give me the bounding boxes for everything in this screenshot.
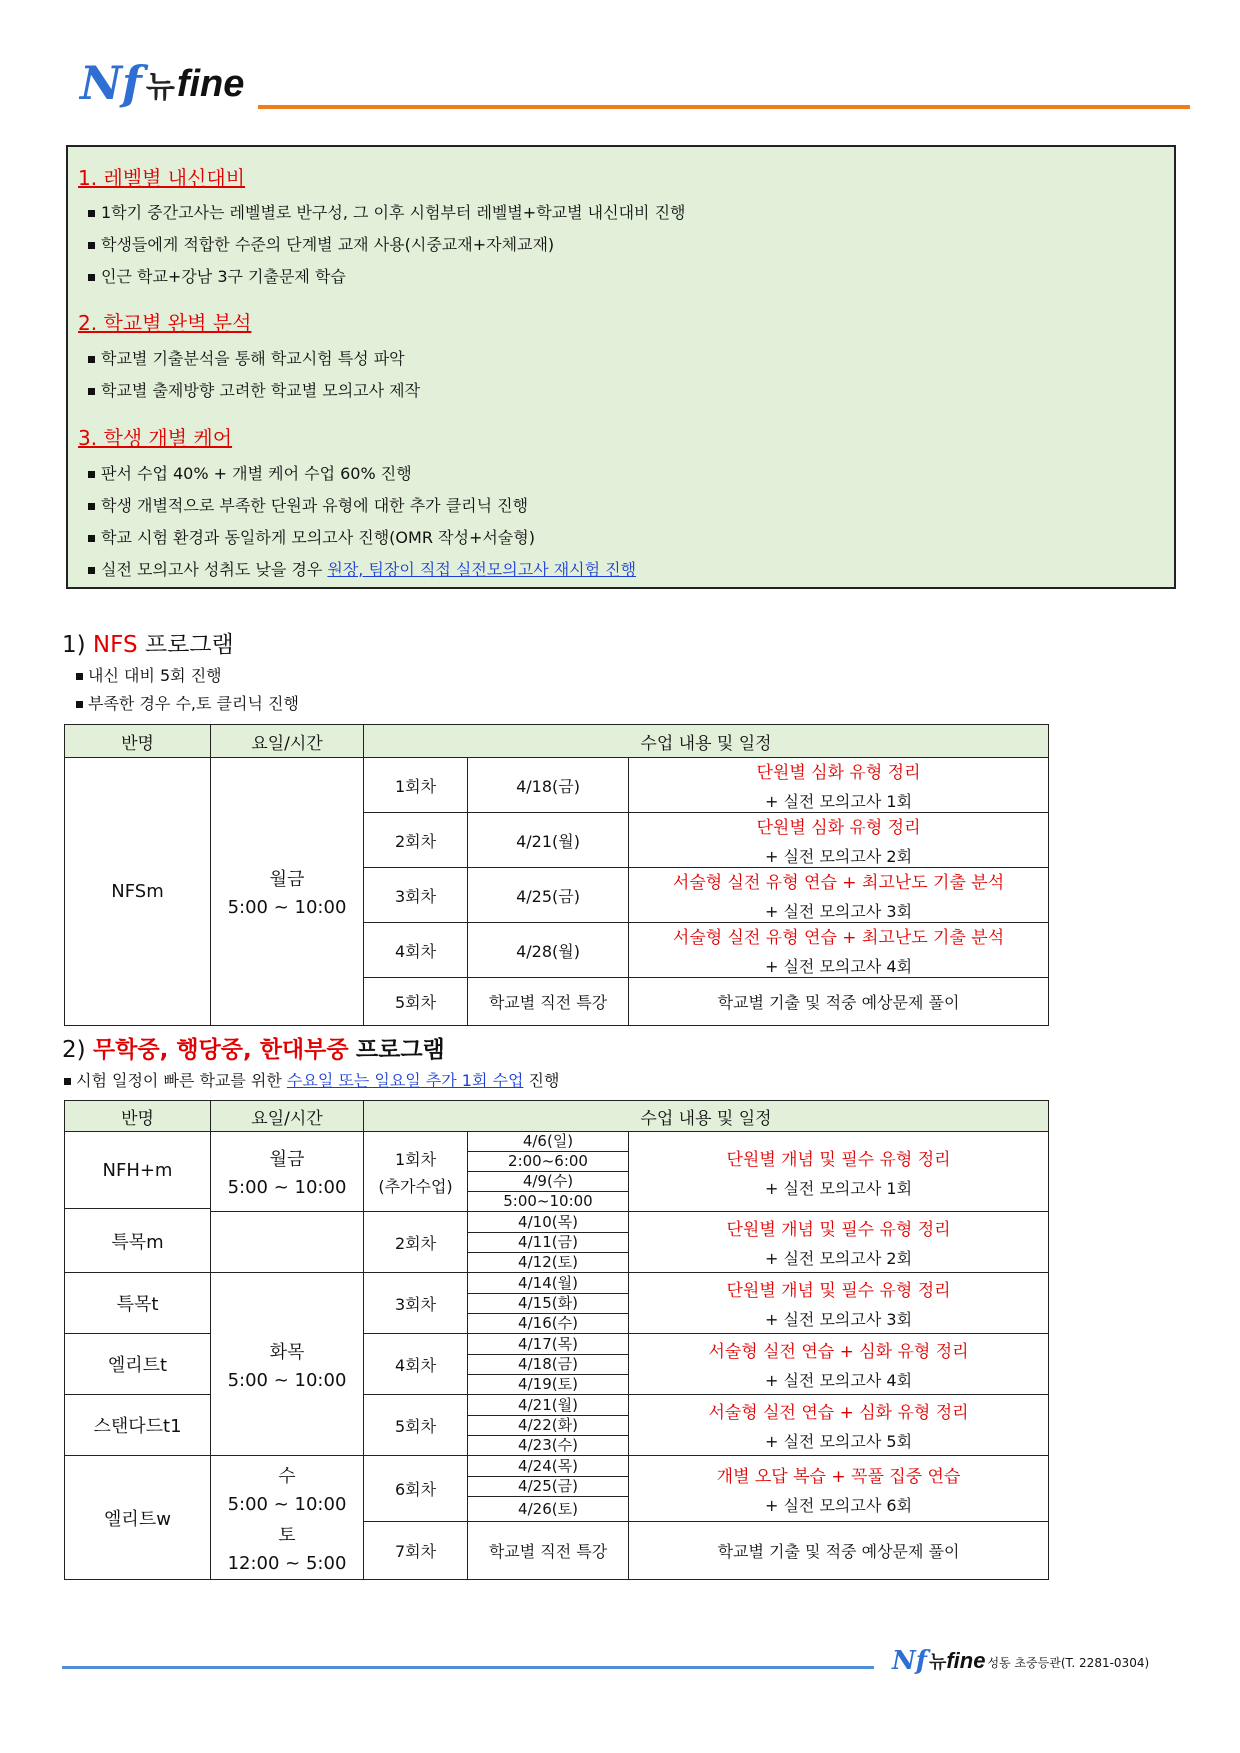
class-name: 특목t	[65, 1273, 211, 1334]
date: 4/25(금)	[468, 868, 629, 923]
class-name: 엘리트w	[65, 1456, 211, 1580]
content: 서술형 실전 연습 + 심화 유형 정리 + 실전 모의고사 4회	[629, 1334, 1049, 1395]
round: 1회차	[364, 758, 468, 813]
date: 학교별 직전 특강	[468, 978, 629, 1026]
extra-class-link[interactable]: 수요일 또는 일요일 추가 1회 수업	[286, 1071, 524, 1090]
program1-title: 1) NFS 프로그램	[62, 632, 234, 658]
date: 학교별 직전 특강	[468, 1522, 629, 1580]
class-schedule: 수 5:00 ~ 10:00 토 12:00 ~ 5:00	[211, 1456, 364, 1580]
date-list: 4/24(목) 4/25(금) 4/26(토)	[468, 1456, 629, 1522]
content: 단원별 개념 및 필수 유형 정리 + 실전 모의고사 2회	[629, 1212, 1049, 1273]
content: 서술형 실전 연습 + 심화 유형 정리 + 실전 모의고사 5회	[629, 1395, 1049, 1456]
list-item: 학생 개별적으로 부족한 단원과 유형에 대한 추가 클리닉 진행	[88, 493, 528, 516]
content: 서술형 실전 유형 연습 + 최고난도 기출 분석 + 실전 모의고사 4회	[629, 923, 1049, 978]
class-schedule: 월금 5:00 ~ 10:00	[211, 1132, 364, 1212]
content: 학교별 기출 및 적중 예상문제 풀이	[629, 978, 1049, 1026]
date: 4/28(월)	[468, 923, 629, 978]
program2-title: 2) 무학중, 행당중, 한대부중 프로그램	[62, 1037, 445, 1063]
list-item: 내신 대비 5회 진행	[76, 663, 222, 686]
list-item: 시험 일정이 빠른 학교를 위한 수요일 또는 일요일 추가 1회 수업 진행	[64, 1068, 559, 1091]
content: 서술형 실전 유형 연습 + 최고난도 기출 분석 + 실전 모의고사 3회	[629, 868, 1049, 923]
date: 4/18(금)	[468, 758, 629, 813]
list-item: 학교 시험 환경과 동일하게 모의고사 진행(OMR 작성+서술형)	[88, 525, 535, 548]
list-item: 인근 학교+강남 3구 기출문제 학습	[88, 264, 346, 287]
round: 2회차	[364, 813, 468, 868]
program1-table	[64, 724, 1049, 1026]
list-item: 학교별 출제방향 고려한 학교별 모의고사 제작	[88, 378, 420, 401]
round: 3회차	[364, 1273, 468, 1334]
date-list: 4/17(목) 4/18(금) 4/19(토)	[468, 1334, 629, 1395]
content: 단원별 심화 유형 정리 + 실전 모의고사 2회	[629, 813, 1049, 868]
header-content: 수업 내용 및 일정	[364, 725, 1049, 758]
class-name: 특목m	[65, 1209, 211, 1273]
class-schedule-cont	[211, 1212, 364, 1273]
class-name: 엘리트t	[65, 1334, 211, 1395]
header-time: 요일/시간	[211, 1101, 364, 1132]
logo-fine: fine	[946, 1648, 986, 1673]
header-divider	[258, 105, 1190, 109]
content: 단원별 개념 및 필수 유형 정리 + 실전 모의고사 3회	[629, 1273, 1049, 1334]
date-list: 4/6(일) 2:00~6:00 4/9(수) 5:00~10:00	[468, 1132, 629, 1212]
round: 6회차	[364, 1456, 468, 1522]
round: 3회차	[364, 868, 468, 923]
date-list: 4/14(월) 4/15(화) 4/16(수)	[468, 1273, 629, 1334]
summary-box	[66, 145, 1176, 589]
round: 4회차	[364, 923, 468, 978]
logo-nf: Nf	[80, 56, 142, 110]
content: 단원별 개념 및 필수 유형 정리 + 실전 모의고사 1회	[629, 1132, 1049, 1212]
content: 단원별 심화 유형 정리 + 실전 모의고사 1회	[629, 758, 1049, 813]
program2-table	[64, 1100, 1049, 1580]
list-item: 실전 모의고사 성취도 낮을 경우 원장, 팀장이 직접 실전모의고사 재시험 진행	[88, 557, 636, 580]
round: 1회차 (추가수업)	[364, 1132, 468, 1212]
date-list: 4/21(월) 4/22(화) 4/23(수)	[468, 1395, 629, 1456]
class-schedule: 월금 5:00 ~ 10:00	[211, 758, 364, 1026]
logo-fine: fine	[176, 63, 245, 106]
retest-link[interactable]: 원장, 팀장이 직접 실전모의고사 재시험 진행	[327, 560, 637, 579]
program1-name: NFS	[92, 632, 138, 658]
list-item: 판서 수업 40% + 개별 케어 수업 60% 진행	[88, 461, 412, 484]
date: 4/21(월)	[468, 813, 629, 868]
footer-divider	[62, 1666, 874, 1669]
date-list: 4/10(목) 4/11(금) 4/12(토)	[468, 1212, 629, 1273]
logo-ko: 뉴	[928, 1652, 947, 1673]
header-class: 반명	[65, 725, 211, 758]
round: 5회차	[364, 978, 468, 1026]
list-item: 부족한 경우 수,토 클리닉 진행	[76, 691, 299, 714]
header-content: 수업 내용 및 일정	[364, 1101, 1049, 1132]
section-title-2: 2. 학교별 완벽 분석	[78, 311, 252, 335]
branch-info: 성동 초중등관(T. 2281-0304)	[987, 1656, 1150, 1670]
header-class: 반명	[65, 1101, 211, 1132]
round: 7회차	[364, 1522, 468, 1580]
logo-ko: 뉴	[145, 70, 175, 105]
list-item: 1학기 중간고사는 레벨별로 반구성, 그 이후 시험부터 레벨별+학교별 내신대비 진행	[88, 200, 686, 223]
list-item: 학생들에게 적합한 수준의 단계별 교재 사용(시중교재+자체교재)	[88, 232, 554, 255]
class-name: 스탠다드t1	[65, 1395, 211, 1456]
round: 5회차	[364, 1395, 468, 1456]
round: 4회차	[364, 1334, 468, 1395]
class-name: NFH+m	[65, 1132, 211, 1209]
program2-name: 무학중, 행당중, 한대부중	[92, 1037, 349, 1063]
logo-nf: Nf	[892, 1646, 927, 1676]
content: 개별 오답 복습 + 꼭풀 집중 연습 + 실전 모의고사 6회	[629, 1456, 1049, 1522]
header-time: 요일/시간	[211, 725, 364, 758]
section-title-3: 3. 학생 개별 케어	[78, 426, 233, 450]
round: 2회차	[364, 1212, 468, 1273]
list-item: 학교별 기출분석을 통해 학교시험 특성 파악	[88, 346, 405, 369]
class-schedule: 화목 5:00 ~ 10:00	[211, 1273, 364, 1456]
brand-logo	[80, 56, 245, 110]
content: 학교별 기출 및 적중 예상문제 풀이	[629, 1522, 1049, 1580]
class-name: NFSm	[65, 758, 211, 1026]
footer-logo	[892, 1648, 1149, 1674]
section-title-1: 1. 레벨별 내신대비	[78, 166, 246, 190]
